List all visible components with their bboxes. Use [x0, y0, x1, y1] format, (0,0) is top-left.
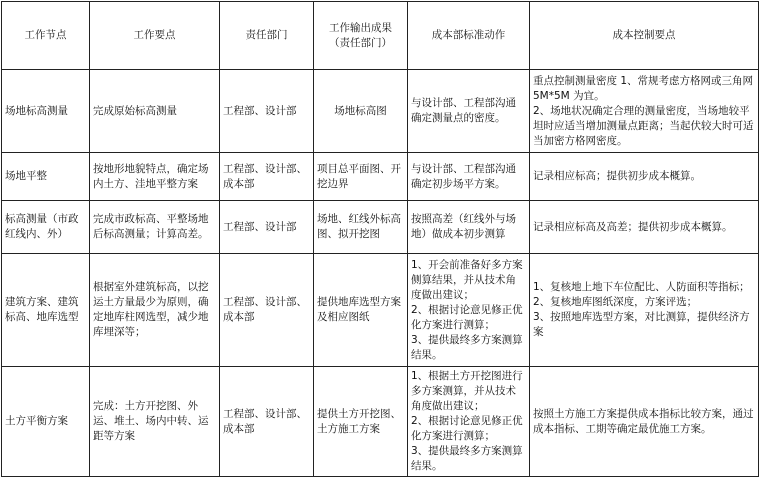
cell-node: 建筑方案、建筑标高、地库选型: [2, 254, 90, 367]
table-row: [2, 254, 759, 367]
cell-action: 与设计部、工程部沟通确定测量点的密度。: [408, 70, 530, 153]
cell-points: 完成市政标高、平整场地后标高测量；计算高差。: [90, 201, 220, 254]
cell-control: 记录相应标高及高差；提供初步成本概算。: [530, 201, 759, 254]
cell-output: 项目总平面图、开挖边界: [314, 153, 408, 201]
cell-action: 与设计部、工程部沟通确定初步场平方案。: [408, 153, 530, 201]
header-standard-action: 成本部标准动作: [408, 2, 530, 70]
header-row: [2, 2, 759, 70]
cell-node: 标高测量（市政红线内、外）: [2, 201, 90, 254]
cell-dept: 工程部、设计部、成本部: [220, 254, 314, 367]
table-row: [2, 201, 759, 254]
header-work-points: 工作要点: [90, 2, 220, 70]
cell-action: 1、根据土方开挖图进行多方案测算，并从技术角度做出建议； 2、根据讨论意见修正优化方案进行测算； 3、提供最终多方案测算结果。: [408, 367, 530, 477]
cell-control: 按照土方施工方案提供成本指标比较方案，通过成本指标、工期等确定最优施工方案。: [530, 367, 759, 477]
cell-action: 1、开会前准备好多方案侧算结果，并从技术角度做出建议； 2、根据讨论意见修正优化方案进行测算； 3、提供最终多方案测算结果。: [408, 254, 530, 367]
table-row: [2, 367, 759, 477]
cell-control: 1、复核地上地下车位配比、人防面积等指标； 2、复核地库图纸深度，方案评选； 3、按照地库选型方案，对比测算，提供经济方案: [530, 254, 759, 367]
cell-node: 场地标高测量: [2, 70, 90, 153]
cell-output: 场地标高图: [314, 70, 408, 153]
cell-points: 完成：土方开挖图、外运、堆土、场内中转、运距等方案: [90, 367, 220, 477]
cell-dept: 工程部、设计部、成本部: [220, 367, 314, 477]
cell-output: 提供地库选型方案及相应图纸: [314, 254, 408, 367]
cell-points: 完成原始标高测量: [90, 70, 220, 153]
cost-control-table: [1, 1, 759, 477]
cell-output: 提供土方开挖图、土方施工方案: [314, 367, 408, 477]
header-work-output: 工作输出成果 （责任部门）: [314, 2, 408, 70]
header-work-node: 工作节点: [2, 2, 90, 70]
cell-node: 土方平衡方案: [2, 367, 90, 477]
cell-node: 场地平整: [2, 153, 90, 201]
cell-dept: 工程部、设计部: [220, 201, 314, 254]
cell-dept: 工程部、设计部、成本部: [220, 153, 314, 201]
cell-points: 根据室外建筑标高，以挖运土方量最少为原则，确定地库柱网选型，减少地库埋深等；: [90, 254, 220, 367]
table-row: [2, 153, 759, 201]
cell-control: 重点控制测量密度 1、常规考虑方格网或三角网 5M*5M 为宜。 2、场地状况确定合理的测量密度，当场地较平坦时应适当增加测量点距离；当起伏较大时可适当加密方格网密度。: [530, 70, 759, 153]
cell-output: 场地、红线外标高图、拟开挖图: [314, 201, 408, 254]
cell-points: 按地形地貌特点，确定场内土方、洼地平整方案: [90, 153, 220, 201]
header-cost-control: 成本控制要点: [530, 2, 759, 70]
cell-dept: 工程部、设计部: [220, 70, 314, 153]
cell-action: 按照高差（红线外与场地）做成本初步测算: [408, 201, 530, 254]
table-row: [2, 70, 759, 153]
header-responsible-dept: 责任部门: [220, 2, 314, 70]
cell-control: 记录相应标高；提供初步成本概算。: [530, 153, 759, 201]
